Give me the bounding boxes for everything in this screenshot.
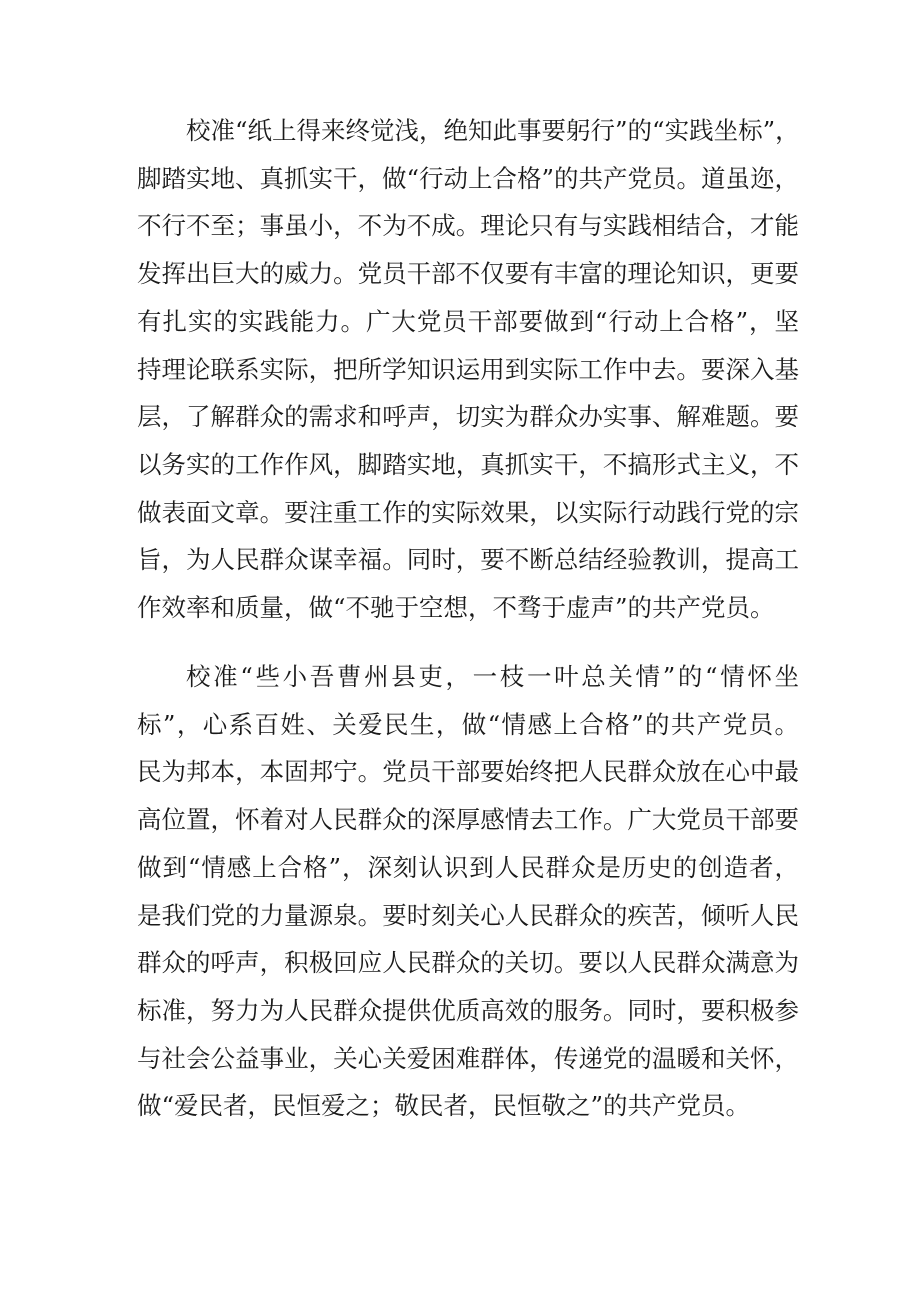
paragraph-line: 群众的呼声，积极回应人民群众的关切。要以人民群众满意为 [137, 948, 799, 978]
paragraph-line: 不行不至；事虽小，不为不成。理论只有与实践相结合，才能 [137, 211, 799, 241]
paragraph-line: 是我们党的力量源泉。要时刻关心人民群众的疾苦，倾听人民 [137, 900, 799, 930]
paragraph-line: 以务实的工作作风，脚踏实地，真抓实干，不搞形式主义，不 [137, 449, 799, 479]
paragraph-line: 校准“些小吾曹州县吏，一枝一叶总关情”的“情怀坐 [186, 662, 799, 691]
paragraph-line: 标准，努力为人民群众提供优质高效的服务。同时，要积极参 [137, 995, 799, 1025]
paragraph-line: 标”，心系百姓、关爱民生，做“情感上合格”的共产党员。 [137, 709, 799, 739]
paragraph-line: 做表面文章。要注重工作的实际效果，以实际行动践行党的宗 [137, 497, 799, 527]
paragraph-line: 持理论联系实际，把所学知识运用到实际工作中去。要深入基 [137, 354, 799, 384]
paragraph-line: 发挥出巨大的威力。党员干部不仅要有丰富的理论知识，更要 [137, 259, 799, 289]
paragraph-line: 脚踏实地、真抓实干，做“行动上合格”的共产党员。道虽迩， [137, 163, 800, 193]
paragraph-line: 作效率和质量，做“不驰于空想，不骛于虚声”的共产党员。 [137, 593, 775, 623]
paragraph-line: 民为邦本，本固邦宁。党员干部要始终把人民群众放在心中最 [137, 757, 799, 787]
paragraph-line: 做“爱民者，民恒爱之；敬民者，民恒敬之”的共产党员。 [137, 1091, 751, 1121]
paragraph-line: 校准“纸上得来终觉浅，绝知此事要躬行”的“实践坐标”， [186, 116, 800, 145]
paragraph-line: 层，了解群众的需求和呼声，切实为群众办实事、解难题。要 [137, 402, 799, 432]
paragraph-line: 旨，为人民群众谋幸福。同时，要不断总结经验教训，提高工 [137, 545, 799, 575]
paragraph-sentiment-coordinate [137, 653, 799, 1130]
paragraph-practice-coordinate [137, 107, 799, 632]
paragraph-line: 有扎实的实践能力。广大党员干部要做到“行动上合格”，坚 [137, 306, 799, 336]
paragraph-line: 与社会公益事业，关心关爱困难群体，传递党的温暖和关怀， [137, 1043, 799, 1073]
paragraph-line: 高位置，怀着对人民群众的深厚感情去工作。广大党员干部要 [137, 805, 799, 835]
paragraph-line: 做到“情感上合格”，深刻认识到人民群众是历史的创造者， [137, 852, 799, 882]
